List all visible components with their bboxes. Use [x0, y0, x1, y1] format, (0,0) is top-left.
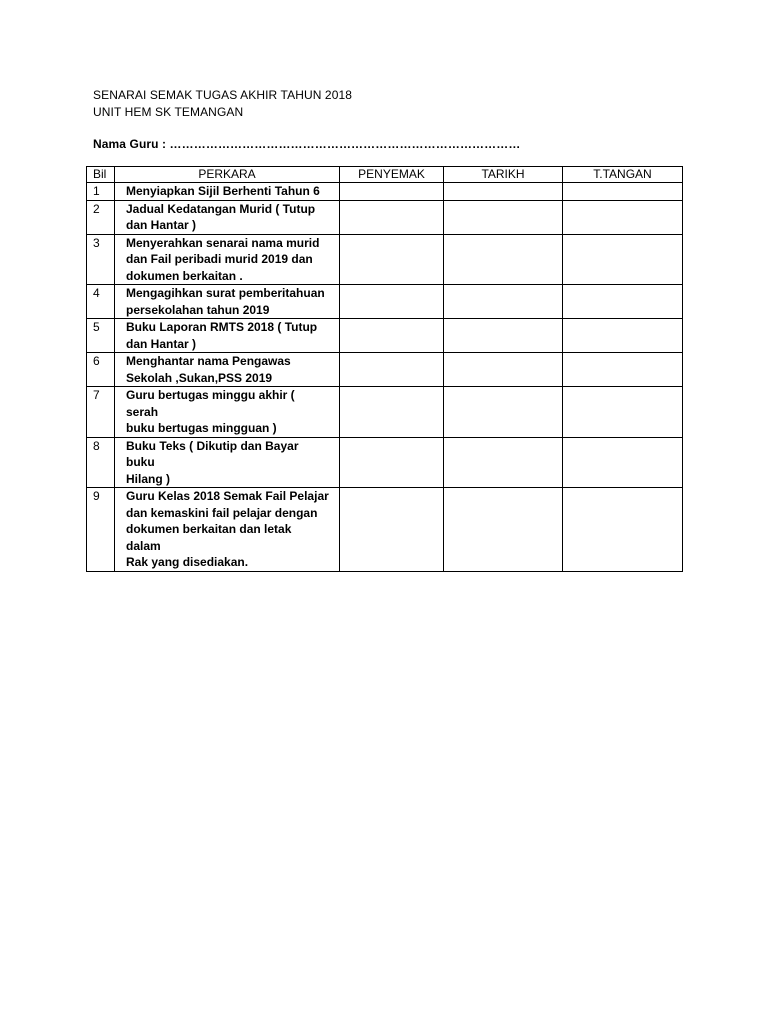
document-title: SENARAI SEMAK TUGAS AKHIR TAHUN 2018: [93, 88, 353, 102]
table-row: [87, 319, 683, 353]
reviewer-cell: [340, 200, 444, 234]
task-description-cell: [115, 437, 340, 488]
task-description-line: dan Hantar ): [126, 336, 197, 351]
header-penyemak: PENYEMAK: [340, 167, 444, 183]
signature-cell: [563, 183, 683, 201]
table-row: [87, 437, 683, 488]
task-description-line: persekolahan tahun 2019: [126, 302, 270, 317]
task-description-line: dokumen berkaitan .: [126, 268, 243, 283]
date-cell: [444, 200, 563, 234]
date-cell: [444, 183, 563, 201]
reviewer-cell: [340, 488, 444, 572]
row-number: 2: [87, 200, 115, 234]
task-description-line: Buku Laporan RMTS 2018 ( Tutup: [126, 320, 318, 334]
table-row: [87, 488, 683, 572]
row-number: 4: [87, 285, 115, 319]
header-bil: Bil: [87, 167, 115, 183]
date-cell: [444, 234, 563, 285]
table-row: [87, 285, 683, 319]
reviewer-cell: [340, 183, 444, 201]
table-row: [87, 200, 683, 234]
signature-cell: [563, 234, 683, 285]
header-t-tangan: T.TANGAN: [563, 167, 683, 183]
header-perkara: PERKARA: [115, 167, 340, 183]
task-description-line: Jadual Kedatangan Murid ( Tutup: [126, 201, 316, 216]
teacher-name-field: Nama Guru : ……………………………………………………………………………: [93, 137, 521, 151]
date-cell: [444, 319, 563, 353]
reviewer-cell: [340, 319, 444, 353]
row-number: 1: [87, 183, 115, 201]
task-description-line: Menyerahkan senarai nama murid: [126, 235, 320, 250]
signature-cell: [563, 353, 683, 387]
table-row: [87, 353, 683, 387]
signature-cell: [563, 387, 683, 438]
task-description-cell: [115, 319, 340, 353]
unit-name: UNIT HEM SK TEMANGAN: [93, 105, 244, 119]
task-description-cell: [115, 353, 340, 387]
reviewer-cell: [340, 234, 444, 285]
row-number: 9: [87, 488, 115, 572]
task-description-line: dan Fail peribadi murid 2019 dan: [126, 252, 313, 266]
task-description-cell: [115, 234, 340, 285]
task-description-cell: [115, 183, 340, 201]
task-description-line: Mengagihkan surat pemberitahuan: [126, 286, 325, 300]
task-description-line: dokumen berkaitan dan letak dalam: [126, 522, 292, 553]
table-row: [87, 234, 683, 285]
task-description-line: Menyiapkan Sijil Berhenti Tahun 6: [126, 184, 320, 198]
date-cell: [444, 488, 563, 572]
task-description-line: Rak yang disediakan.: [126, 555, 249, 569]
task-description-line: Sekolah ,Sukan,PSS 2019: [126, 370, 273, 385]
signature-cell: [563, 319, 683, 353]
checklist-table: [86, 166, 683, 572]
signature-cell: [563, 285, 683, 319]
task-description-line: Menghantar nama Pengawas: [126, 354, 291, 368]
row-number: 5: [87, 319, 115, 353]
reviewer-cell: [340, 387, 444, 438]
table-row: [87, 183, 683, 201]
table-body: [87, 183, 683, 572]
task-description-line: buku bertugas mingguan ): [126, 421, 277, 435]
date-cell: [444, 437, 563, 488]
date-cell: [444, 387, 563, 438]
task-description-line: Buku Teks ( Dikutip dan Bayar buku: [126, 438, 299, 469]
task-description-line: dan Hantar ): [126, 218, 197, 232]
reviewer-cell: [340, 353, 444, 387]
reviewer-cell: [340, 285, 444, 319]
row-number: 8: [87, 437, 115, 488]
row-number: 6: [87, 353, 115, 387]
task-description-line: Guru bertugas minggu akhir ( serah: [126, 388, 295, 419]
task-description-line: Guru Kelas 2018 Semak Fail Pelajar: [126, 489, 329, 503]
row-number: 7: [87, 387, 115, 438]
date-cell: [444, 285, 563, 319]
date-cell: [444, 353, 563, 387]
signature-cell: [563, 488, 683, 572]
task-description-cell: [115, 200, 340, 234]
table-row: [87, 387, 683, 438]
table-header-row: [87, 167, 683, 183]
signature-cell: [563, 437, 683, 488]
row-number: 3: [87, 234, 115, 285]
header-tarikh: TARIKH: [444, 167, 563, 183]
task-description-line: Hilang ): [126, 471, 170, 486]
task-description-cell: [115, 387, 340, 438]
task-description-cell: [115, 285, 340, 319]
reviewer-cell: [340, 437, 444, 488]
task-description-cell: [115, 488, 340, 572]
signature-cell: [563, 200, 683, 234]
task-description-line: dan kemaskini fail pelajar dengan: [126, 505, 318, 520]
